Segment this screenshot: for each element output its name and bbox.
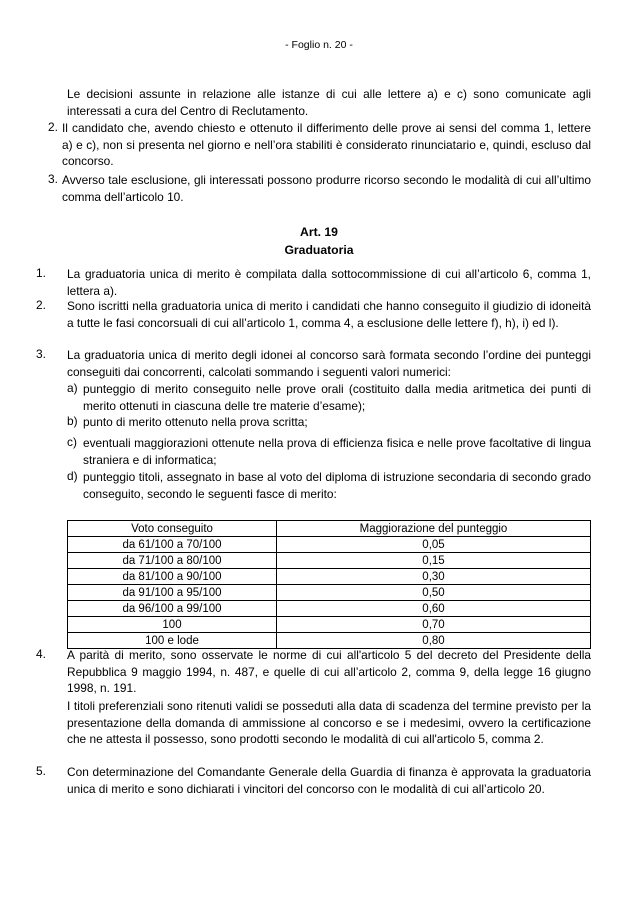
item-number: 4. xyxy=(36,647,46,661)
merit-table xyxy=(67,520,591,649)
item-text: Avverso tale esclusione, gli interessati possono produrre ricorso secondo le modalità di cui all’ultimo comma dell’articolo 10. xyxy=(62,173,591,204)
subitem-label: b) xyxy=(67,414,78,428)
article-number: Art. 19 xyxy=(300,225,338,239)
article-title: Graduatoria xyxy=(284,243,354,257)
subitem-label: a) xyxy=(67,381,78,395)
table-cell: 0,30 xyxy=(277,569,591,585)
item-1 xyxy=(36,266,591,299)
item-text: La graduatoria unica di merito è compilata dalla sottocommissione di cui all’articolo 6, comma 1, lettera a). xyxy=(67,267,591,298)
table-cell: da 71/100 a 80/100 xyxy=(68,553,277,569)
subitem-d xyxy=(67,469,591,502)
table-row xyxy=(68,617,591,633)
page-header: - Foglio n. 20 - xyxy=(285,39,353,51)
subitem-label: d) xyxy=(67,469,78,483)
item-4 xyxy=(36,647,591,697)
table-cell: da 61/100 a 70/100 xyxy=(68,537,277,553)
intro-text: Le decisioni assunte in relazione alle istanze di cui alle lettere a) e c) sono comunicate agli interessati a cura del Centro di Reclutamento. xyxy=(67,87,591,118)
table-cell: 100 xyxy=(68,617,277,633)
table-row xyxy=(68,553,591,569)
table-cell: 0,80 xyxy=(277,633,591,649)
table-cell: 0,70 xyxy=(277,617,591,633)
item-number: 3. xyxy=(48,172,58,186)
table-cell: 100 e lode xyxy=(68,633,277,649)
intro-paragraph xyxy=(67,86,591,119)
item-text: I titoli preferenziali sono ritenuti validi se posseduti alla data di scadenza del termine previsto per la presentazione della domanda di ammissione al concorso e se i medesimi, ovvero la certificazione che ne attesta il possesso, sono prodotti secondo le modalità di cui all'articolo 5, comma 2. xyxy=(67,699,591,747)
prev-item-3 xyxy=(48,172,591,205)
prev-item-2 xyxy=(48,120,591,170)
subitem-label: c) xyxy=(67,435,77,449)
subitem-text: punto di merito ottenuto nella prova scritta; xyxy=(83,415,308,429)
item-number: 5. xyxy=(36,764,46,778)
item-text: A parità di merito, sono osservate le norme di cui all'articolo 5 del decreto del Presidente della Repubblica 9 maggio 1994, n. 487, e quelle di cui all’articolo 2, comma 9, della legge 16 giugno 1998, n. 191. xyxy=(67,648,591,696)
item-4-paragraph-2 xyxy=(67,698,591,748)
item-5 xyxy=(36,764,591,797)
table-row xyxy=(68,601,591,617)
item-number: 2. xyxy=(36,298,46,312)
item-number: 3. xyxy=(36,347,46,361)
item-2 xyxy=(36,298,591,331)
table-row xyxy=(68,569,591,585)
table-cell: da 81/100 a 90/100 xyxy=(68,569,277,585)
item-text: Sono iscritti nella graduatoria unica di merito i candidati che hanno conseguito il giudizio di idoneità a tutte le fasi concorsuali di cui all’articolo 1, comma 4, a esclusione delle lettere f), h), i) ed l). xyxy=(67,299,591,330)
table-row xyxy=(68,585,591,601)
subitem-b xyxy=(67,414,591,431)
item-number: 2. xyxy=(48,120,58,134)
subitem-text: punteggio di merito conseguito nelle prove orali (costituito dalla media aritmetica dei punti di merito ottenuti in ciascuna delle tre materie d’esame); xyxy=(83,382,591,413)
table-cell: 0,15 xyxy=(277,553,591,569)
subitem-text: punteggio titoli, assegnato in base al voto del diploma di istruzione secondaria di secondo grado conseguito, secondo le seguenti fasce di merito: xyxy=(83,470,591,501)
table-header-cell: Voto conseguito xyxy=(68,521,277,537)
subitem-a xyxy=(67,381,591,414)
subitem-c xyxy=(67,435,591,468)
item-text: La graduatoria unica di merito degli idonei al concorso sarà formata secondo l’ordine dei punteggi conseguiti dai concorrenti, calcolati sommando i seguenti valori numerici: xyxy=(67,348,591,379)
table-cell: da 96/100 a 99/100 xyxy=(68,601,277,617)
table-cell: 0,05 xyxy=(277,537,591,553)
subitem-text: eventuali maggiorazioni ottenute nella prova di efficienza fisica e nelle prove facoltative di lingua straniera e di informatica; xyxy=(83,436,591,467)
item-text: Il candidato che, avendo chiesto e ottenuto il differimento delle prove ai sensi del comma 1, lettere a) e c), non si presenta nel giorno e nell’ora stabiliti è considerato rinunciatario e, quindi, escluso dal concorso. xyxy=(62,121,591,169)
table-header-cell: Maggiorazione del punteggio xyxy=(277,521,591,537)
table-cell: 0,50 xyxy=(277,585,591,601)
item-number: 1. xyxy=(36,266,46,280)
table-header-row xyxy=(68,521,591,537)
table-row xyxy=(68,537,591,553)
item-3 xyxy=(36,347,591,380)
table-cell: da 91/100 a 95/100 xyxy=(68,585,277,601)
table-cell: 0,60 xyxy=(277,601,591,617)
item-text: Con determinazione del Comandante Generale della Guardia di finanza è approvata la graduatoria unica di merito e sono dichiarati i vincitori del concorso con le modalità di cui all’articolo 20. xyxy=(67,765,591,796)
